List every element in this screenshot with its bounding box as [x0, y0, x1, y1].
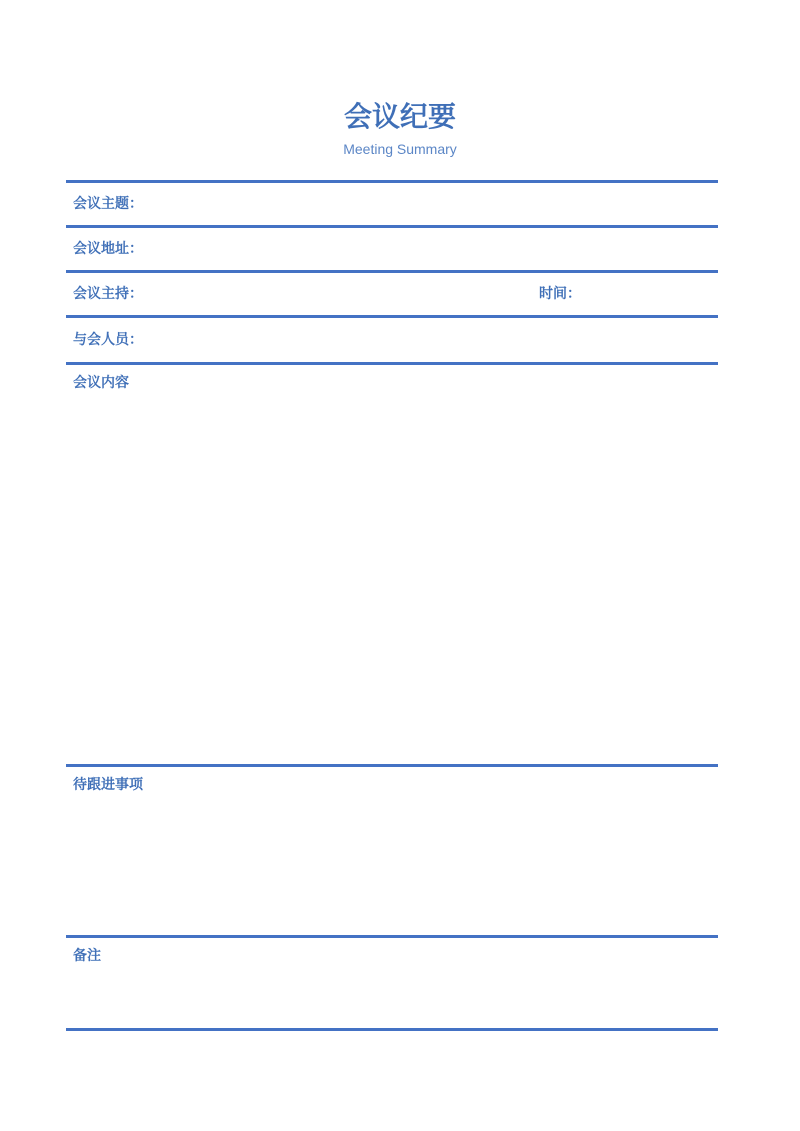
divider-bottom — [66, 1028, 718, 1031]
divider-top — [66, 180, 718, 183]
page-subtitle: Meeting Summary — [343, 141, 457, 157]
follow-up-section-label: 待跟进事项 — [73, 777, 143, 793]
attendees-label: 与会人员： — [73, 332, 143, 348]
page-title: 会议纪要 — [343, 100, 456, 133]
host-label: 会议主持： — [73, 286, 143, 302]
divider-after-topic — [66, 225, 718, 228]
divider-after-location — [66, 270, 718, 273]
topic-label: 会议主题： — [73, 196, 143, 212]
notes-section-label: 备注 — [73, 948, 101, 964]
time-label: 时间： — [539, 286, 581, 302]
divider-after-content — [66, 764, 718, 767]
divider-after-host — [66, 315, 718, 318]
divider-after-follow-up — [66, 935, 718, 938]
divider-after-attendees — [66, 362, 718, 365]
content-section-label: 会议内容 — [73, 375, 129, 391]
location-label: 会议地址： — [73, 241, 143, 257]
